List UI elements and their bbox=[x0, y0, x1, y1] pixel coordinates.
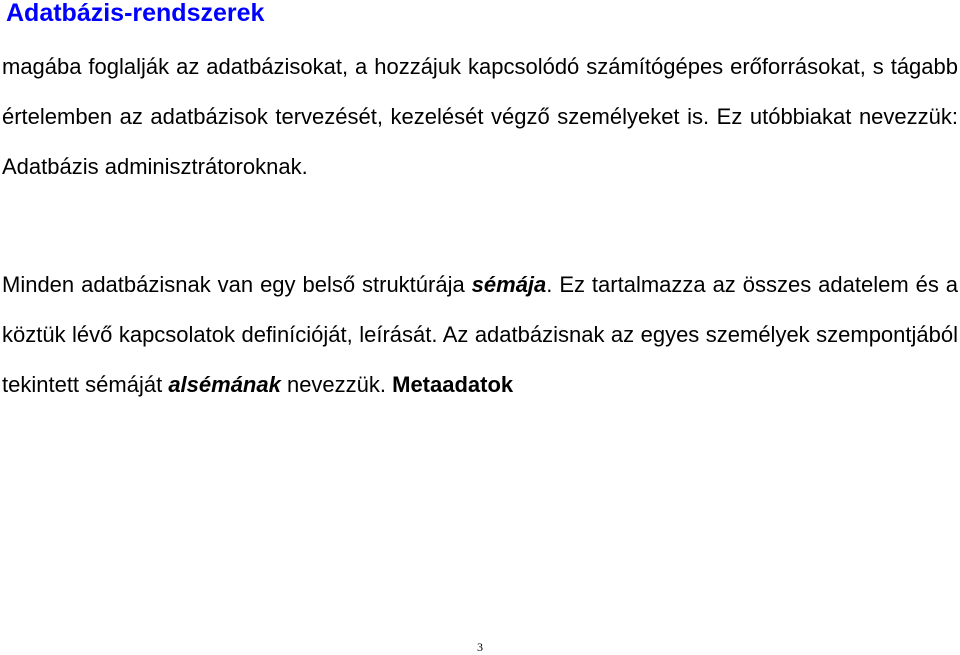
paragraph-schema-text-1: Minden adatbázisnak van egy belső struktúrája bbox=[2, 272, 472, 297]
term-schema: sémája bbox=[471, 272, 547, 297]
page-number: 3 bbox=[477, 640, 483, 654]
paragraph-schema bbox=[2, 260, 958, 410]
section-heading: Adatbázis-rendszerek bbox=[6, 0, 265, 27]
term-subschema: alsémának bbox=[168, 372, 281, 397]
paragraph-schema-text-3: nevezzük. bbox=[280, 372, 393, 397]
paragraph-database-systems: magába foglalják az adatbázisokat, a hozzájuk kapcsolódó számítógépes erőforrásokat, s tágabb értelemben az adatbázisok tervezését, kezelését végző személyeket is. Ez utóbbiakat nevezzük: Adatbázis adminisztrátoroknak. bbox=[2, 54, 958, 179]
paragraph-schema-text-2: . Ez tartalmazza az összes adatelem és a köztük lévő kapcsolatok definícióját, leírását. Az adatbázisnak az egyes személyek szempontjából tekintett sémáját bbox=[2, 272, 958, 397]
term-metadata: Metaadatok bbox=[392, 372, 514, 397]
